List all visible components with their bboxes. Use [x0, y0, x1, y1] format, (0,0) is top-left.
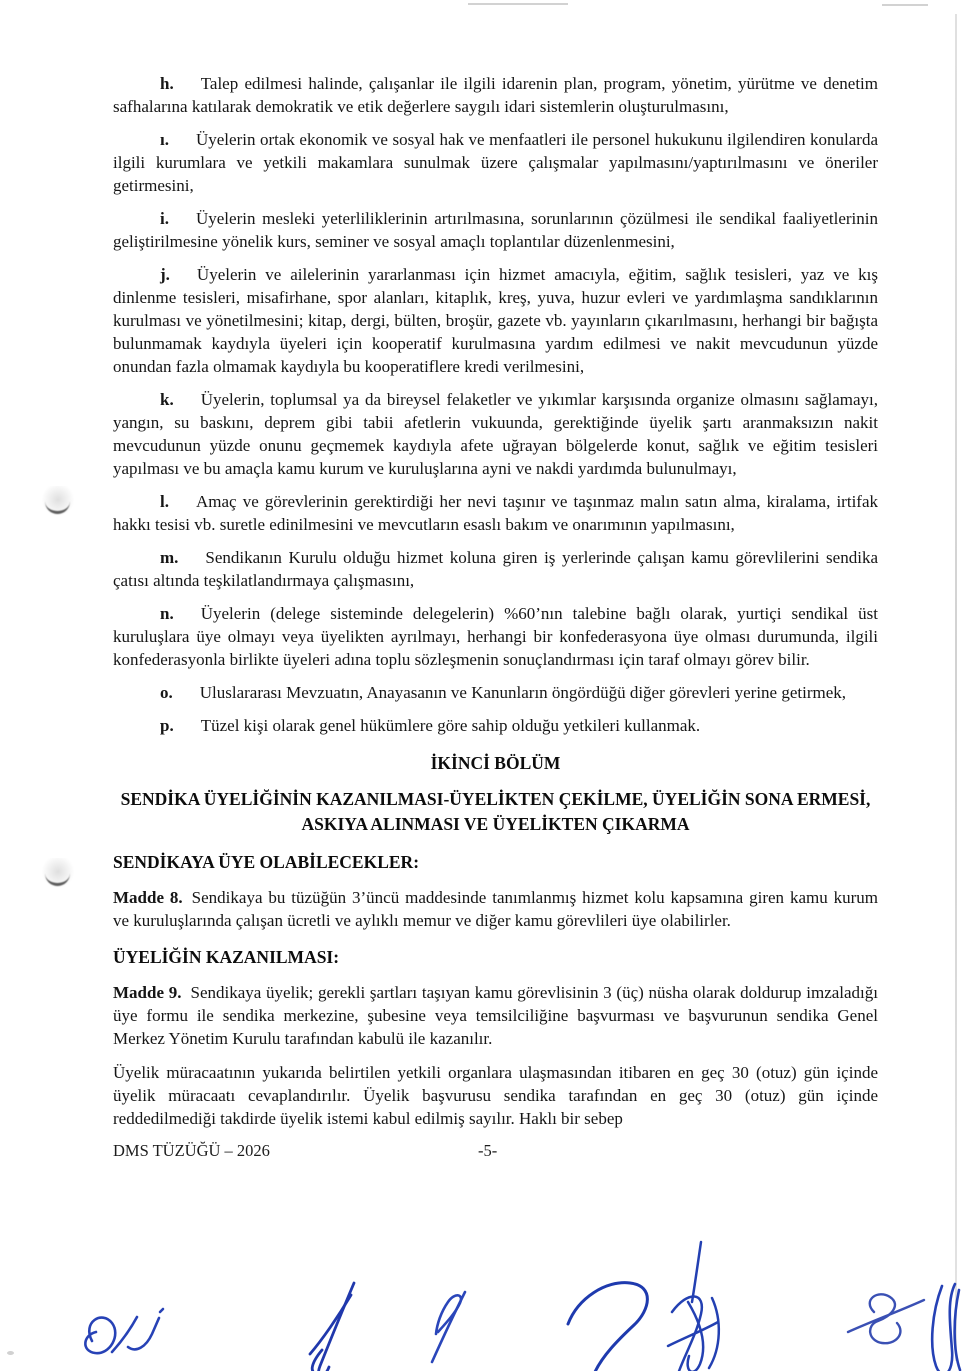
clause-text: Sendikanın Kurulu olduğu hizmet koluna giren iş yerlerinde çalışan kamu görevlilerini sendika çatısı altında teşkilatlandırmaya çalışmasını, [113, 548, 878, 590]
punch-hole-shadow [41, 486, 75, 520]
heading-sendikaya-uye-olabilecekler: SENDİKAYA ÜYE OLABİLECEKLER: [113, 852, 420, 872]
clause-text: Üyelerin mesleki yeterliliklerinin artırılmasına, sorunlarının çözülmesi ile sendikal faaliyetlerinin geliştirilmesine yönelik kurs, seminer ve sosyal amaçlı toplantılar düzenlenmesini, [113, 209, 878, 251]
signature [310, 1283, 354, 1371]
signature [432, 1292, 465, 1362]
clause-item-o [113, 681, 878, 704]
clause-item-p [113, 714, 878, 737]
clause-label: h. [160, 74, 174, 93]
page-number: -5- [478, 1141, 498, 1160]
clause-item-k [113, 388, 878, 480]
footer-doc-title: DMS TÜZÜĞÜ – 2026 [113, 1141, 270, 1160]
clause-item-i [113, 207, 878, 253]
clause-label: i. [160, 209, 169, 228]
clause-text: Uluslararası Mevzuatın, Anayasanın ve Kanunların öngördüğü diğer görevleri yerine getirmek, [199, 683, 847, 702]
signature [568, 1283, 647, 1371]
clause-item-m [113, 546, 878, 592]
clause-label: l. [160, 492, 169, 511]
article-8-label: Madde 8. [113, 888, 183, 907]
clause-item-h [113, 72, 878, 118]
punch-hole-shadow [41, 858, 75, 892]
clause-label: k. [160, 390, 174, 409]
clause-item-n [113, 602, 878, 671]
clause-label: m. [160, 548, 179, 567]
clause-item-j [113, 263, 878, 378]
scan-edge-line [468, 3, 568, 5]
article-9-text: Sendikaya üyelik; gerekli şartları taşıyan kamu görevlisinin 3 (üç) nüsha olarak doldurup imzaladığı üye formu ile sendika merkezine, şubesine veya temsilciliğine başvurması ve başvurunun sendika Genel Merkez Yönetim Kurulu tarafından kabulü ile kazanılır. [113, 983, 878, 1048]
clause-label: n. [160, 604, 174, 623]
article-8 [113, 886, 878, 932]
scan-edge-line [955, 14, 957, 1361]
section-title-ikinci-bolum: İKİNCİ BÖLÜM [430, 753, 561, 773]
clause-text: Üyelerin, toplumsal ya da bireysel felaketler ve yıkımlar karşısında organize olmasını sağlamayı, yangın, su baskını, deprem gibi tabii afetlerin vukuunda, gerektiğinde üyelik şartı aranmaksızın nakit mevcudunun yüzde onunu geçmemek kaydıyla afete uğrayan bölgelerde konut, sağlık ve eğitim tesisleri yapılması ve bu amaçla kamu kurum ve kuruluşlarına ayni ve nakdi yardımda bulunulmayı, [113, 390, 878, 478]
article-8-text: Sendikaya bu tüzüğün 3’üncü maddesinde tanımlanmış hizmet kolu kapsamına giren kamu kurum ve kuruluşlarında çalışan ücretli ve aylıklı memur ve diğer kamu görevlileri üye olabilirler. [113, 888, 879, 930]
signature [668, 1242, 719, 1371]
clause-label: ı. [160, 130, 169, 149]
clause-text: Üyelerin ortak ekonomik ve sosyal hak ve menfaatleri ile personel hukukunu ilgilendiren konularda ilgili kurumlara ve yetkili makamlara sunulmak üzere çalışmalar yapılmasını/yaptırılmasını ve öneriler getirmesini, [113, 130, 878, 195]
clause-item-l [113, 490, 878, 536]
clause-label: o. [160, 683, 173, 702]
signature [848, 1294, 924, 1343]
scan-edge-line [882, 4, 928, 6]
signatures-row [0, 1230, 970, 1371]
clause-label: j. [160, 265, 170, 284]
clause-text: Üyelerin (delege sisteminde delegelerin) %60’nın talebine bağlı olarak, yurtiçi sendikal üst kuruluşlara üye olmayı veya üyelikten ayrılmayı, herhangi bir konfederasyona üye olması durumunda, ilgili konfederasyonla birlikte üyeleri adına toplu sözleşmenin sonuçlandırması için taraf olmayı görev bilir. [113, 604, 878, 669]
signature [932, 1284, 960, 1371]
clause-text: Üyelerin ve ailelerinin yararlanması için hizmet amacıyla, eğitim, sağlık tesisleri, yaz ve kış dinlenme tesisleri, misafirhane, spor alanları, kitaplık, kreş, yuva, huzur evleri ve yardımlaşma sandıklarının kurulması ve yönetilmesini; kitap, dergi, bülten, broşür, gazete vb. yayınların çıkarılmasını, herhangi bir bağışta bulunmamak kaydıyla üyeleri için kooperatif kurulmasına yardım edilmesi ve nakit mevcudunun yüzde onundan fazla olmamak kaydıyla bu kooperatiflere kredi verilmesini, [113, 265, 878, 376]
clause-item-i-dotless [113, 128, 878, 197]
heading-uyeligin-kazanilmasi: ÜYELİĞİN KAZANILMASI: [113, 947, 340, 967]
clause-text: Talep edilmesi halinde, çalışanlar ile ilgili idarenin plan, program, yönetim, yürütme ve denetim safhalarına katılarak demokratik ve etik değerlere saygılı idari sistemlerin oluşturulmasını, [113, 74, 878, 116]
section-subtitle-membership: SENDİKA ÜYELİĞİNİN KAZANILMASI-ÜYELİKTEN ÇEKİLME, ÜYELİĞİN SONA ERMESİ, ASKIYA ALINMASI VE ÜYELİKTEN ÇIKARMA [120, 789, 871, 834]
article-9 [113, 981, 878, 1050]
clause-text: Amaç ve görevlerinin gerektirdiği her nevi taşınır ve taşınmaz malın satın alma, kiralama, irtifak hakkı tesisi vb. suretle edinilmesini ve mevcutların esaslı bakım ve onarımının yapılmasını, [113, 492, 878, 534]
clause-label: p. [160, 716, 174, 735]
article-9-label: Madde 9. [113, 983, 182, 1002]
article-9-paragraph-2: Üyelik müracaatının yukarıda belirtilen yetkili organlara ulaşmasından itibaren en geç 30 (otuz) gün içinde üyelik müracaatı cevaplandırılır. Üyelik başvurusu sendika tarafından en geç 30 (otuz) gün içinde reddedilmediği takdirde üyelik istemi kabul edilmiş sayılır. Haklı bir sebep [113, 1063, 878, 1128]
page-footer [113, 1140, 878, 1162]
signature [85, 1309, 163, 1353]
clause-text: Tüzel kişi olarak genel hükümlere göre sahip olduğu yetkileri kullanmak. [200, 716, 701, 735]
